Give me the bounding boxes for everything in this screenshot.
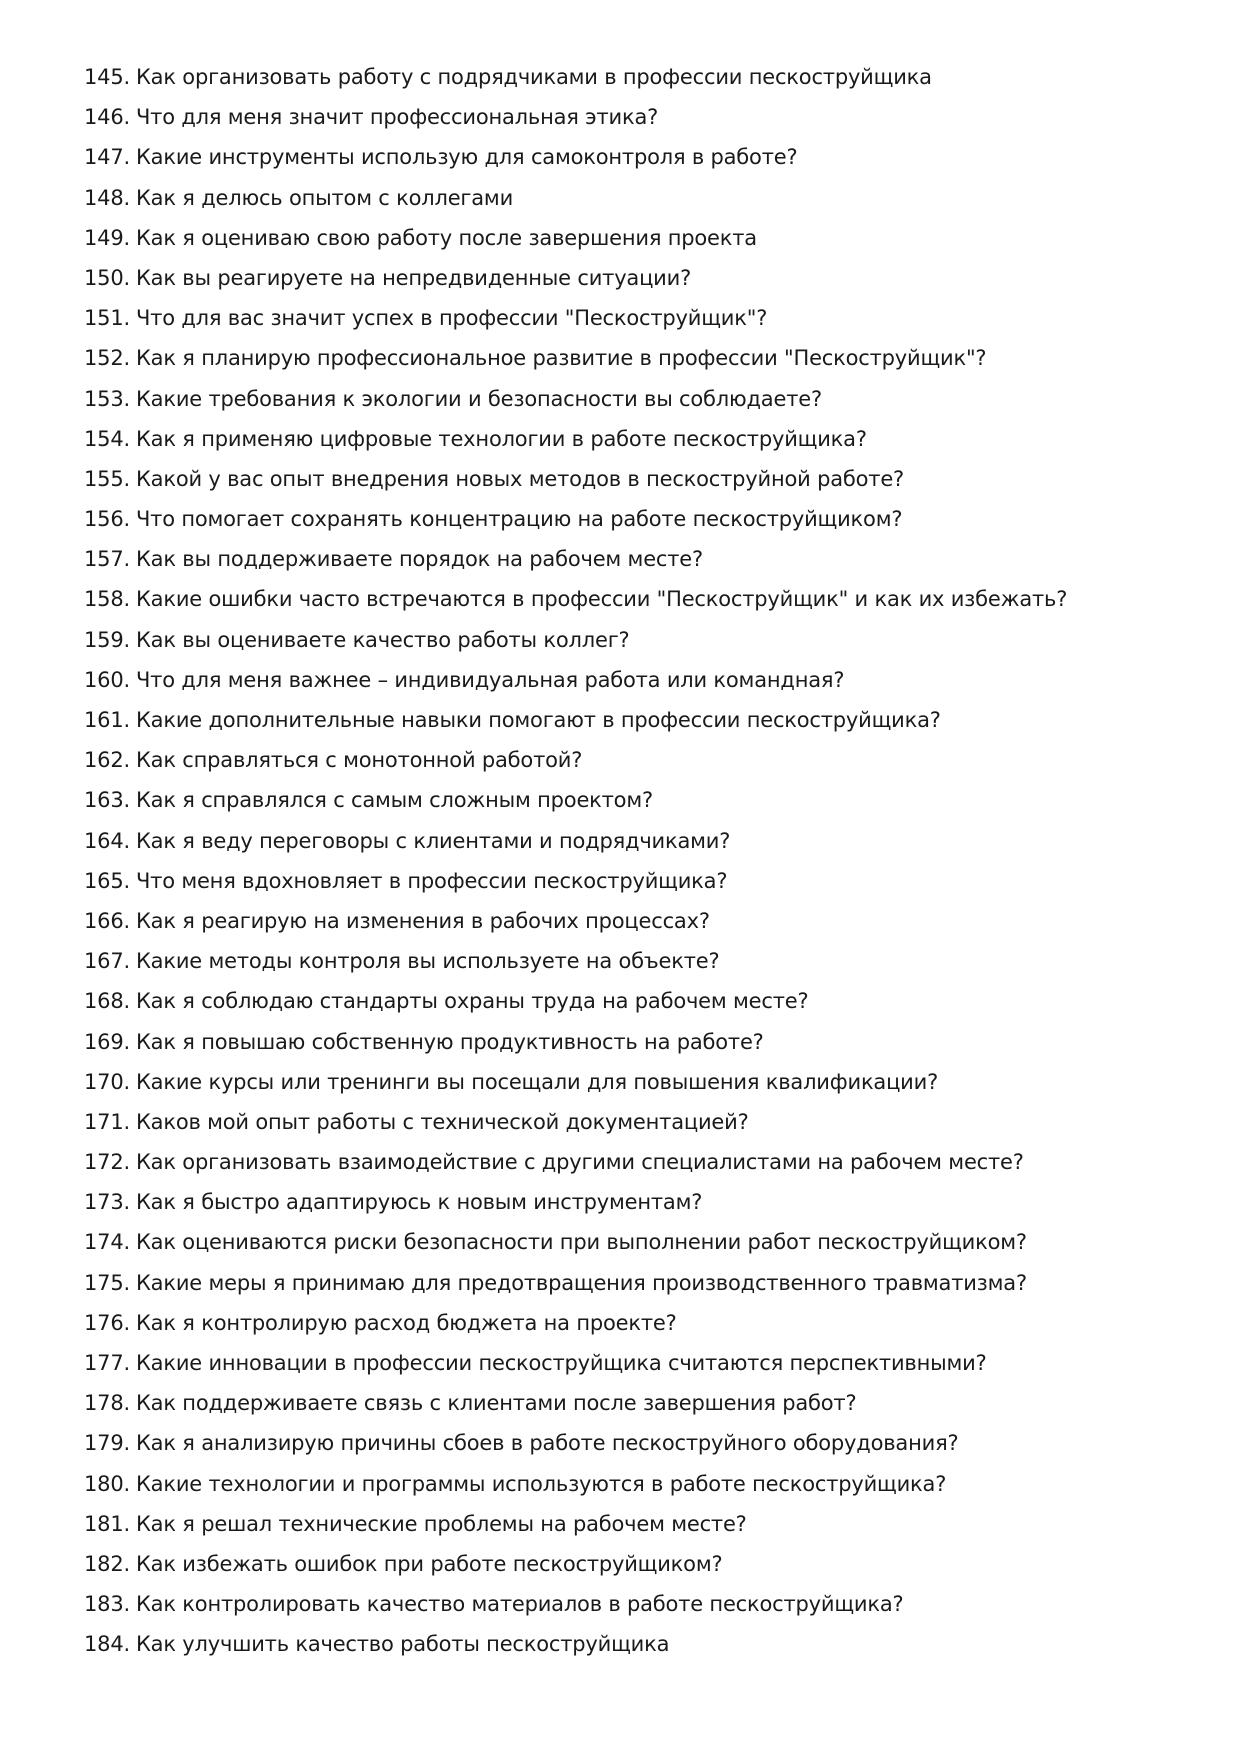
- question-text: Как я анализирую причины сбоев в работе пескоструйного оборудования?: [135, 1431, 959, 1456]
- question-number: 163.: [84, 788, 130, 813]
- question-item: [84, 1308, 1204, 1348]
- question-text: Как справляться с монотонной работой?: [135, 748, 583, 773]
- question-item: [84, 1268, 1204, 1308]
- question-number: 152.: [84, 346, 130, 371]
- question-item: [84, 826, 1204, 866]
- question-text: Какие инновации в профессии пескоструйщика считаются перспективными?: [135, 1351, 987, 1375]
- question-text: Какие дополнительные навыки помогают в профессии пескоструйщика?: [135, 708, 941, 732]
- question-text: Как я делюсь опытом с коллегами: [135, 185, 514, 210]
- question-text: Каков мой опыт работы с технической документацией?: [135, 1109, 749, 1134]
- question-item: [84, 424, 1204, 464]
- question-item: [84, 263, 1204, 303]
- question-text: Что меня вдохновляет в профессии пескоструйщика?: [135, 868, 728, 893]
- question-list: [84, 62, 1204, 1670]
- question-number: 184.: [84, 1632, 130, 1657]
- question-number: 157.: [84, 547, 130, 572]
- question-number: 168.: [84, 989, 130, 1014]
- question-text: Как я решал технические проблемы на рабочем месте?: [135, 1511, 747, 1536]
- question-text: Какие меры я принимаю для предотвращения производственного травматизма?: [135, 1270, 1027, 1295]
- question-item: [84, 1469, 1204, 1509]
- question-text: Как я повышаю собственную продуктивность на работе?: [135, 1029, 764, 1054]
- question-item: [84, 544, 1204, 584]
- question-number: 172.: [84, 1150, 130, 1175]
- question-item: [84, 785, 1204, 825]
- question-number: 174.: [84, 1230, 130, 1255]
- question-number: 164.: [84, 828, 130, 853]
- question-number: 153.: [84, 386, 130, 411]
- question-number: 183.: [84, 1592, 130, 1617]
- question-number: 181.: [84, 1511, 130, 1536]
- question-item: [84, 1549, 1204, 1589]
- question-number: 158.: [84, 587, 130, 612]
- question-text: Какой у вас опыт внедрения новых методов в пескоструйной работе?: [135, 466, 904, 491]
- question-number: 177.: [84, 1351, 130, 1375]
- question-item: [84, 1348, 1204, 1388]
- question-number: 160.: [84, 667, 130, 692]
- question-text: Что для меня важнее – индивидуальная работа или командная?: [135, 667, 845, 692]
- question-number: 148.: [84, 185, 130, 210]
- question-item: [84, 504, 1204, 544]
- question-item: [84, 1428, 1204, 1468]
- question-text: Какие технологии и программы используются в работе пескоструйщика?: [135, 1471, 947, 1496]
- question-number: 145.: [84, 65, 130, 89]
- question-item: [84, 1147, 1204, 1187]
- question-text: Как избежать ошибок при работе пескоструйщиком?: [135, 1551, 723, 1576]
- question-item: [84, 1509, 1204, 1549]
- question-item: [84, 102, 1204, 142]
- question-item: [84, 464, 1204, 504]
- question-number: 167.: [84, 949, 130, 974]
- question-item: [84, 946, 1204, 986]
- question-text: Какие требования к экологии и безопасности вы соблюдаете?: [135, 386, 822, 411]
- question-text: Как я применяю цифровые технологии в работе пескоструйщика?: [135, 426, 867, 451]
- question-number: 161.: [84, 708, 130, 732]
- question-item: [84, 343, 1204, 383]
- question-number: 171.: [84, 1109, 130, 1134]
- question-number: 173.: [84, 1190, 130, 1215]
- question-item: [84, 625, 1204, 665]
- question-text: Что помогает сохранять концентрацию на работе пескоструйщиком?: [135, 507, 903, 532]
- question-item: [84, 665, 1204, 705]
- question-item: [84, 223, 1204, 263]
- question-text: Как я быстро адаптируюсь к новым инструментам?: [135, 1190, 703, 1215]
- question-number: 179.: [84, 1431, 130, 1456]
- question-item: [84, 1227, 1204, 1267]
- question-number: 156.: [84, 507, 130, 532]
- question-text: Как поддерживаете связь с клиентами после завершения работ?: [135, 1391, 857, 1416]
- question-item: [84, 584, 1204, 624]
- question-item: [84, 745, 1204, 785]
- question-item: [84, 1589, 1204, 1629]
- question-text: Как я контролирую расход бюджета на проекте?: [135, 1310, 677, 1335]
- question-number: 155.: [84, 466, 130, 491]
- question-item: [84, 62, 1204, 102]
- question-text: Что для вас значит успех в профессии "Пескоструйщик"?: [135, 306, 768, 331]
- question-text: Как организовать взаимодействие с другими специалистами на рабочем месте?: [135, 1150, 1024, 1175]
- question-number: 170.: [84, 1069, 130, 1094]
- question-text: Как организовать работу с подрядчиками в профессии пескоструйщика: [135, 65, 932, 89]
- question-text: Какие методы контроля вы используете на объекте?: [135, 949, 720, 974]
- question-text: Как контролировать качество материалов в работе пескоструйщика?: [135, 1592, 904, 1617]
- question-item: [84, 705, 1204, 745]
- question-text: Как я справлялся с самым сложным проектом?: [135, 788, 653, 813]
- question-number: 175.: [84, 1270, 130, 1295]
- question-number: 162.: [84, 748, 130, 773]
- question-item: [84, 183, 1204, 223]
- question-number: 151.: [84, 306, 130, 331]
- question-number: 178.: [84, 1391, 130, 1416]
- question-item: [84, 1388, 1204, 1428]
- question-text: Как вы поддерживаете порядок на рабочем месте?: [135, 547, 703, 572]
- question-number: 147.: [84, 145, 130, 170]
- question-number: 180.: [84, 1471, 130, 1496]
- question-text: Как оцениваются риски безопасности при выполнении работ пескоструйщиком?: [135, 1230, 1027, 1255]
- question-number: 149.: [84, 225, 130, 250]
- question-text: Как я реагирую на изменения в рабочих процессах?: [135, 908, 710, 933]
- question-item: [84, 1027, 1204, 1067]
- question-text: Как улучшить качество работы пескоструйщика: [135, 1632, 670, 1657]
- question-item: [84, 1067, 1204, 1107]
- question-number: 176.: [84, 1310, 130, 1335]
- question-text: Как я планирую профессиональное развитие в профессии "Пескоструйщик"?: [135, 346, 987, 371]
- question-text: Как я соблюдаю стандарты охраны труда на рабочем месте?: [135, 989, 809, 1014]
- question-text: Что для меня значит профессиональная этика?: [135, 105, 659, 130]
- question-text: Как вы реагируете на непредвиденные ситуации?: [135, 265, 692, 290]
- question-item: [84, 1187, 1204, 1227]
- question-item: [84, 384, 1204, 424]
- question-number: 166.: [84, 908, 130, 933]
- question-text: Как вы оцениваете качество работы коллег?: [135, 627, 630, 652]
- question-text: Какие инструменты использую для самоконтроля в работе?: [135, 145, 798, 170]
- question-number: 165.: [84, 868, 130, 893]
- question-number: 169.: [84, 1029, 130, 1054]
- question-number: 182.: [84, 1551, 130, 1576]
- question-number: 159.: [84, 627, 130, 652]
- question-text: Какие курсы или тренинги вы посещали для повышения квалификации?: [135, 1069, 939, 1094]
- question-item: [84, 1107, 1204, 1147]
- question-item: [84, 142, 1204, 182]
- question-item: [84, 906, 1204, 946]
- question-item: [84, 866, 1204, 906]
- question-text: Как я оцениваю свою работу после завершения проекта: [135, 225, 757, 250]
- question-item: [84, 303, 1204, 343]
- question-item: [84, 986, 1204, 1026]
- question-number: 146.: [84, 105, 130, 130]
- question-item: [84, 1629, 1204, 1669]
- question-text: Как я веду переговоры с клиентами и подрядчиками?: [135, 828, 731, 853]
- question-number: 150.: [84, 265, 130, 290]
- question-text: Какие ошибки часто встречаются в профессии "Пескоструйщик" и как их избежать?: [135, 587, 1068, 612]
- question-number: 154.: [84, 426, 130, 451]
